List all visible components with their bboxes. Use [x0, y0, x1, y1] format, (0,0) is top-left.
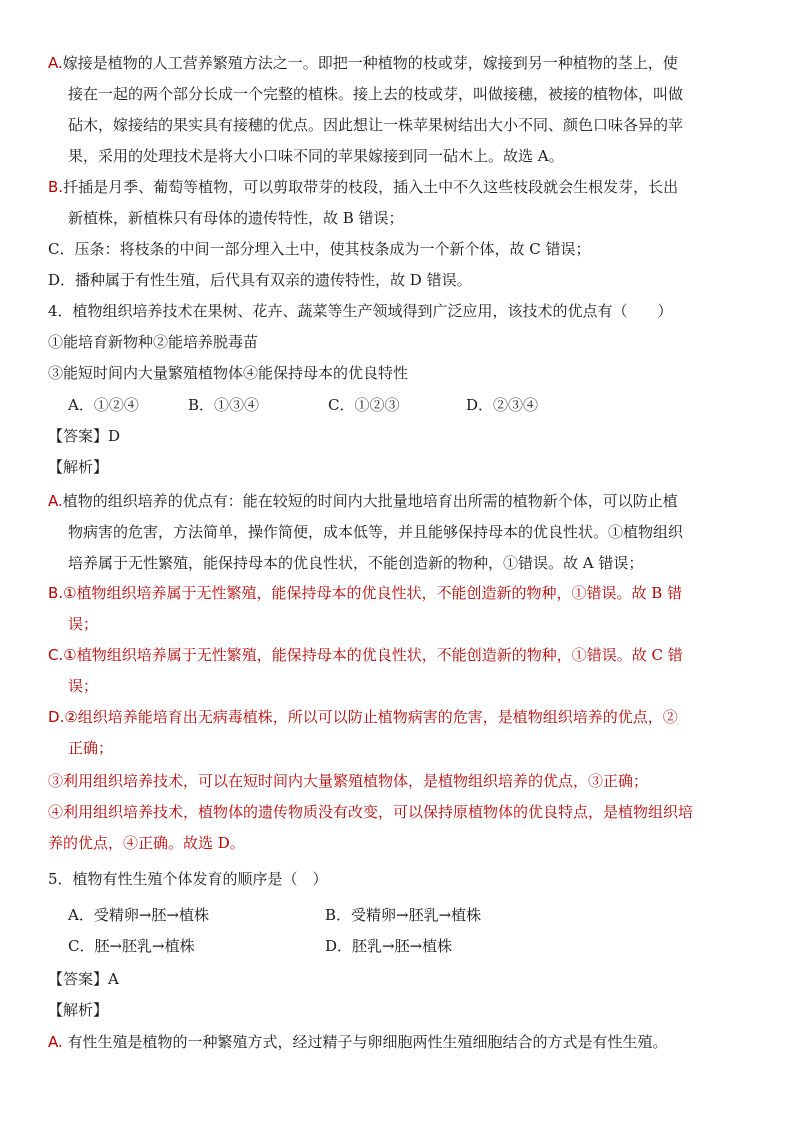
q5-stem [48, 864, 740, 895]
q4-explanation-extra [48, 766, 740, 859]
q4-answer [48, 421, 740, 483]
text-line: 扦插是月季、葡萄等植物，可以剪取带芽的枝段，插入土中不久这些枝段就会生根发芽，长出 [63, 178, 679, 196]
answer-label: 【答案】A [48, 970, 119, 988]
text-line: D．播种属于有性生殖，后代具有双亲的遗传特性，故 D 错误。 [48, 271, 472, 289]
statement-line: ③能短时间内大量繁殖植物体④能保持母本的优良特性 [48, 364, 409, 382]
q3-explanation-b [48, 172, 740, 234]
option-a: A．①②④ [68, 396, 139, 414]
text-line: 误； [68, 615, 99, 633]
text-line: ④利用组织培养技术，植物体的遗传物质没有改变，可以保持原植物体的优良特点，是植物组织培 [48, 803, 694, 821]
text-line: ②组织培养能培育出无病毒植株，所以可以防止植物病害的危害，是植物组织培养的优点，② [64, 708, 678, 726]
option-c-marker: C. [48, 646, 64, 664]
text-line: 培养属于无性繁殖，能保持母本的优良性状，不能创造新的物种，①错误。故 A 错误； [68, 554, 644, 572]
option-c: C．胚→胚乳→植株 [68, 937, 195, 955]
text-line: 物病害的危害，方法简单，操作简便，成本低等，并且能够保持母本的优良性状。①植物组织 [68, 523, 684, 541]
q4-explanation-b [48, 578, 740, 640]
option-a: A．受精卵→胚→植株 [68, 906, 209, 924]
text-line: 新植株，新植株只有母体的遗传特性，故 B 错误； [68, 209, 404, 227]
q4-stem [48, 296, 740, 389]
q4-explanation-c [48, 640, 740, 702]
analysis-label: 【解析】 [48, 458, 109, 476]
question-stem: 5．植物有性生殖个体发育的顺序是（ ） [48, 870, 328, 888]
text-line: 嫁接是植物的人工营养繁殖方法之一。即把一种植物的枝或芽，嫁接到另一种植物的茎上，使 [62, 54, 678, 72]
option-c: C．①②③ [328, 396, 400, 414]
q4-explanation-d [48, 702, 740, 764]
text-line: ①植物组织培养属于无性繁殖，能保持母本的优良性状，不能创造新的物种，①错误。故 B 错 [63, 584, 683, 602]
text-line: 果，采用的处理技术是将大小口味不同的苹果嫁接到同一砧木上。故选 A。 [68, 147, 564, 165]
q3-explanation-d [48, 265, 740, 296]
option-b: B．①③④ [188, 396, 260, 414]
option-d-marker: D. [48, 708, 65, 726]
option-d: D．胚乳→胚→植株 [325, 937, 453, 955]
analysis-label: 【解析】 [48, 1001, 109, 1019]
option-a-marker: A. [48, 54, 63, 72]
statement-line: ①能培育新物种②能培养脱毒苗 [48, 333, 259, 351]
text-line: C．压条：将枝条的中间一部分埋入土中，使其枝条成为一个新个体，故 C 错误； [48, 240, 591, 258]
text-line: 养的优点，④正确。故选 D。 [48, 834, 245, 852]
question-stem: 4．植物组织培养技术在果树、花卉、蔬菜等生产领域得到广泛应用，该技术的优点有（ ） [48, 302, 673, 320]
text-line: 有性生殖是植物的一种繁殖方式，经过精子与卵细胞两性生殖细胞结合的方式是有性生殖。 [67, 1033, 668, 1051]
option-d: D．②③④ [466, 396, 539, 414]
q4-options [48, 390, 740, 421]
text-line: 砧木，嫁接结的果实具有接穗的优点。因此想让一株苹果树结出大小不同、颜色口味各异的苹 [68, 116, 684, 134]
option-a-marker: A. [48, 492, 63, 510]
q5-answer [48, 964, 740, 1026]
q5-options-row1 [48, 900, 740, 931]
text-line: ③利用组织培养技术，可以在短时间内大量繁殖植物体，是植物组织培养的优点，③正确； [48, 772, 649, 790]
text-line: 正确； [68, 739, 114, 757]
option-a-marker: A. [48, 1033, 63, 1051]
text-line: 误； [68, 677, 99, 695]
option-b-marker: B. [48, 584, 64, 602]
q5-options-row2 [48, 931, 740, 962]
q4-explanation-a [48, 486, 740, 579]
answer-label: 【答案】D [48, 427, 121, 445]
q5-explanation-a [48, 1027, 740, 1058]
text-line: 接在一起的两个部分长成一个完整的植株。接上去的枝或芽，叫做接穗，被接的植物体，叫做 [68, 85, 684, 103]
option-b-marker: B. [48, 178, 64, 196]
text-line: 植物的组织培养的优点有：能在较短的时间内大批量地培育出所需的植物新个体，可以防止植 [62, 492, 678, 510]
q3-explanation-a [48, 48, 740, 172]
q3-explanation-c [48, 234, 740, 265]
option-b: B．受精卵→胚乳→植株 [325, 906, 482, 924]
text-line: ①植物组织培养属于无性繁殖，能保持母本的优良性状，不能创造新的物种，①错误。故 C 错 [63, 646, 683, 664]
